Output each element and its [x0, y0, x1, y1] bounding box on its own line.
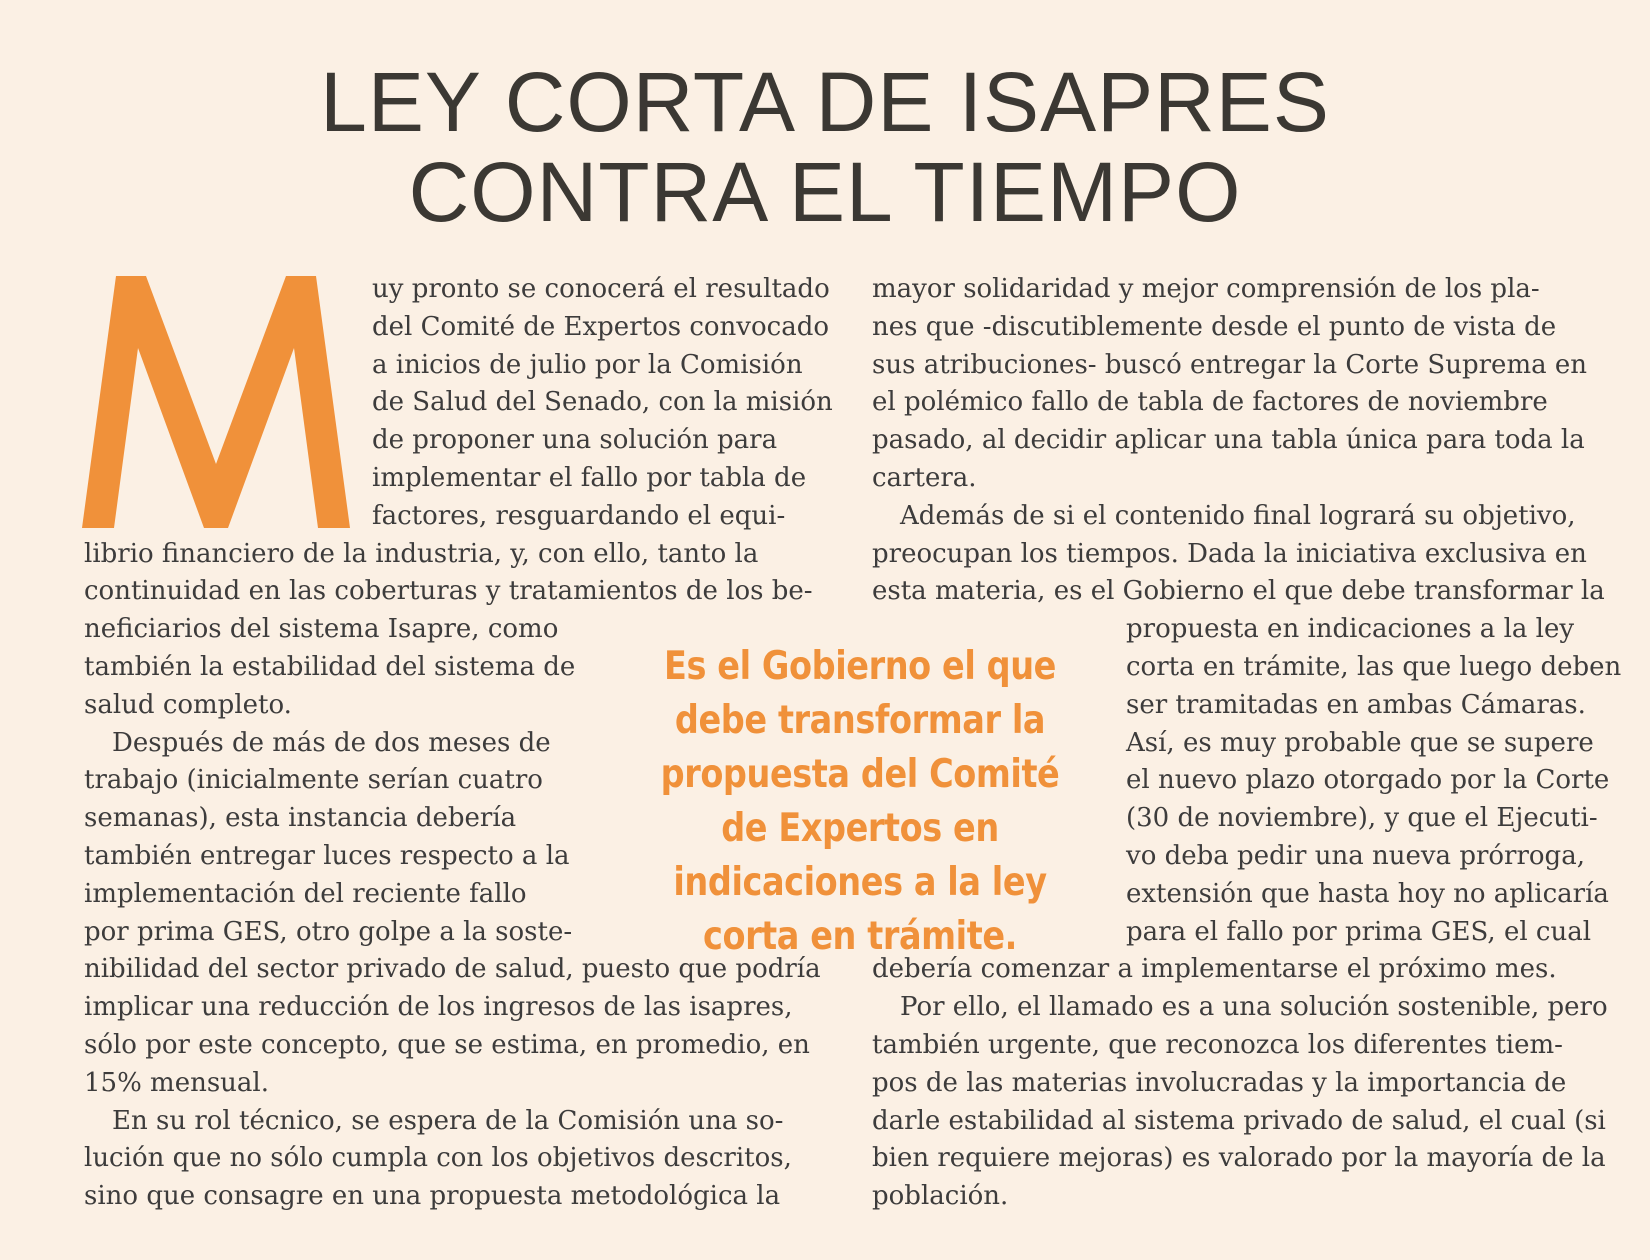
text-line: sino que consagre en una propuesta metodológica la — [84, 1181, 781, 1212]
text-line: trabajo (inicialmente serían cuatro — [84, 765, 543, 796]
text-line: lución que no sólo cumpla con los objetivos descritos, — [84, 1143, 792, 1174]
text-line: implicar una reducción de los ingresos de las isapres, — [84, 992, 793, 1023]
text-line: de proponer una solución para — [372, 425, 778, 456]
text-line: también urgente, que reconozca los diferentes tiem- — [872, 1030, 1563, 1060]
text-line: de Salud del Senado, con la misión — [372, 387, 833, 418]
text-line: pos de las materias involucradas y la importancia de — [872, 1067, 1567, 1098]
text-line: propuesta en indicaciones a la ley — [1126, 614, 1575, 645]
text-line: población. — [872, 1181, 1009, 1212]
text-line: En su rol técnico, se espera de la Comisión una so- — [112, 1105, 784, 1136]
text-line: darle estabilidad al sistema privado de salud, el cual (si — [872, 1105, 1606, 1136]
headline-line-2: CONTRA EL TIEMPO — [408, 145, 1242, 239]
text-line: preocupan los tiempos. Dada la iniciativa exclusiva en — [872, 538, 1587, 569]
text-line: implementar el fallo por tabla de — [372, 463, 807, 493]
text-line: ser tramitadas en ambas Cámaras. — [1126, 689, 1586, 720]
text-line: nes que -discutiblemente desde el punto de vista de — [872, 311, 1557, 342]
text-line: semanas), esta instancia debería — [84, 803, 517, 834]
drop-cap-m-glyph — [82, 276, 350, 528]
text-line: bien requiere mejoras) es valorado por la mayoría de la — [872, 1143, 1606, 1174]
text-line: continuidad en las coberturas y tratamientos de los be- — [84, 576, 813, 607]
text-line: salud completo. — [84, 689, 292, 720]
text-line: implementación del reciente fallo — [84, 878, 527, 909]
text-line: también entregar luces respecto a la — [84, 841, 570, 871]
text-line: uy pronto se conocerá el resultado — [372, 274, 830, 304]
text-line: Además de si el contenido final logrará su objetivo, — [900, 500, 1576, 531]
text-line: 15% mensual. — [84, 1067, 270, 1098]
text-line: Por ello, el llamado es a una solución sostenible, pero — [900, 992, 1608, 1023]
text-line: a inicios de julio por la Comisión — [372, 349, 803, 380]
text-line: vo deba pedir una nueva prórroga, — [1126, 841, 1585, 871]
text-line: también la estabilidad del sistema de — [84, 652, 576, 682]
headline-line-1: LEY CORTA DE ISAPRES — [320, 55, 1330, 149]
text-line: sólo por este concepto, que se estima, en promedio, en — [84, 1030, 810, 1060]
text-line: corta en trámite, las que luego deben — [1126, 652, 1622, 682]
text-line: esta materia, es el Gobierno el que debe transformar la — [872, 576, 1605, 607]
text-line: cartera. — [872, 463, 977, 493]
pull-quote: Es el Gobierno el que debe transformar la propuesta del Comité de Expertos en indicaciones a la ley corta en trámite. — [660, 644, 1060, 959]
text-line: nibilidad del sector privado de salud, puesto que podría — [84, 954, 821, 985]
text-line: mayor solidaridad y mejor comprensión de los pla- — [872, 274, 1540, 304]
text-line: el polémico fallo de tabla de factores de noviembre — [872, 387, 1548, 418]
text-line: librio financiero de la industria, y, con ello, tanto la — [84, 538, 759, 569]
text-line: sus atribuciones- buscó entregar la Corte Suprema en — [872, 349, 1587, 380]
text-line: (30 de noviembre), y que el Ejecuti- — [1126, 803, 1598, 834]
text-line: pasado, al decidir aplicar una tabla única para toda la — [872, 425, 1585, 456]
text-line: Después de más de dos meses de — [112, 727, 551, 758]
text-line: factores, resguardando el equi- — [372, 500, 786, 531]
text-line: extensión que hasta hoy no aplicaría — [1126, 878, 1609, 909]
text-line: neficiarios del sistema Isapre, como — [84, 614, 559, 645]
text-line: debería comenzar a implementarse el próximo mes. — [872, 954, 1557, 985]
drop-cap — [82, 276, 350, 528]
text-line: Así, es muy probable que se supere — [1126, 727, 1594, 758]
text-line: del Comité de Expertos convocado — [372, 311, 829, 342]
text-line: el nuevo plazo otorgado por la Corte — [1126, 765, 1610, 796]
text-line: para el fallo por prima GES, el cual — [1126, 916, 1592, 947]
text-line: por prima GES, otro golpe a la soste- — [84, 916, 573, 947]
